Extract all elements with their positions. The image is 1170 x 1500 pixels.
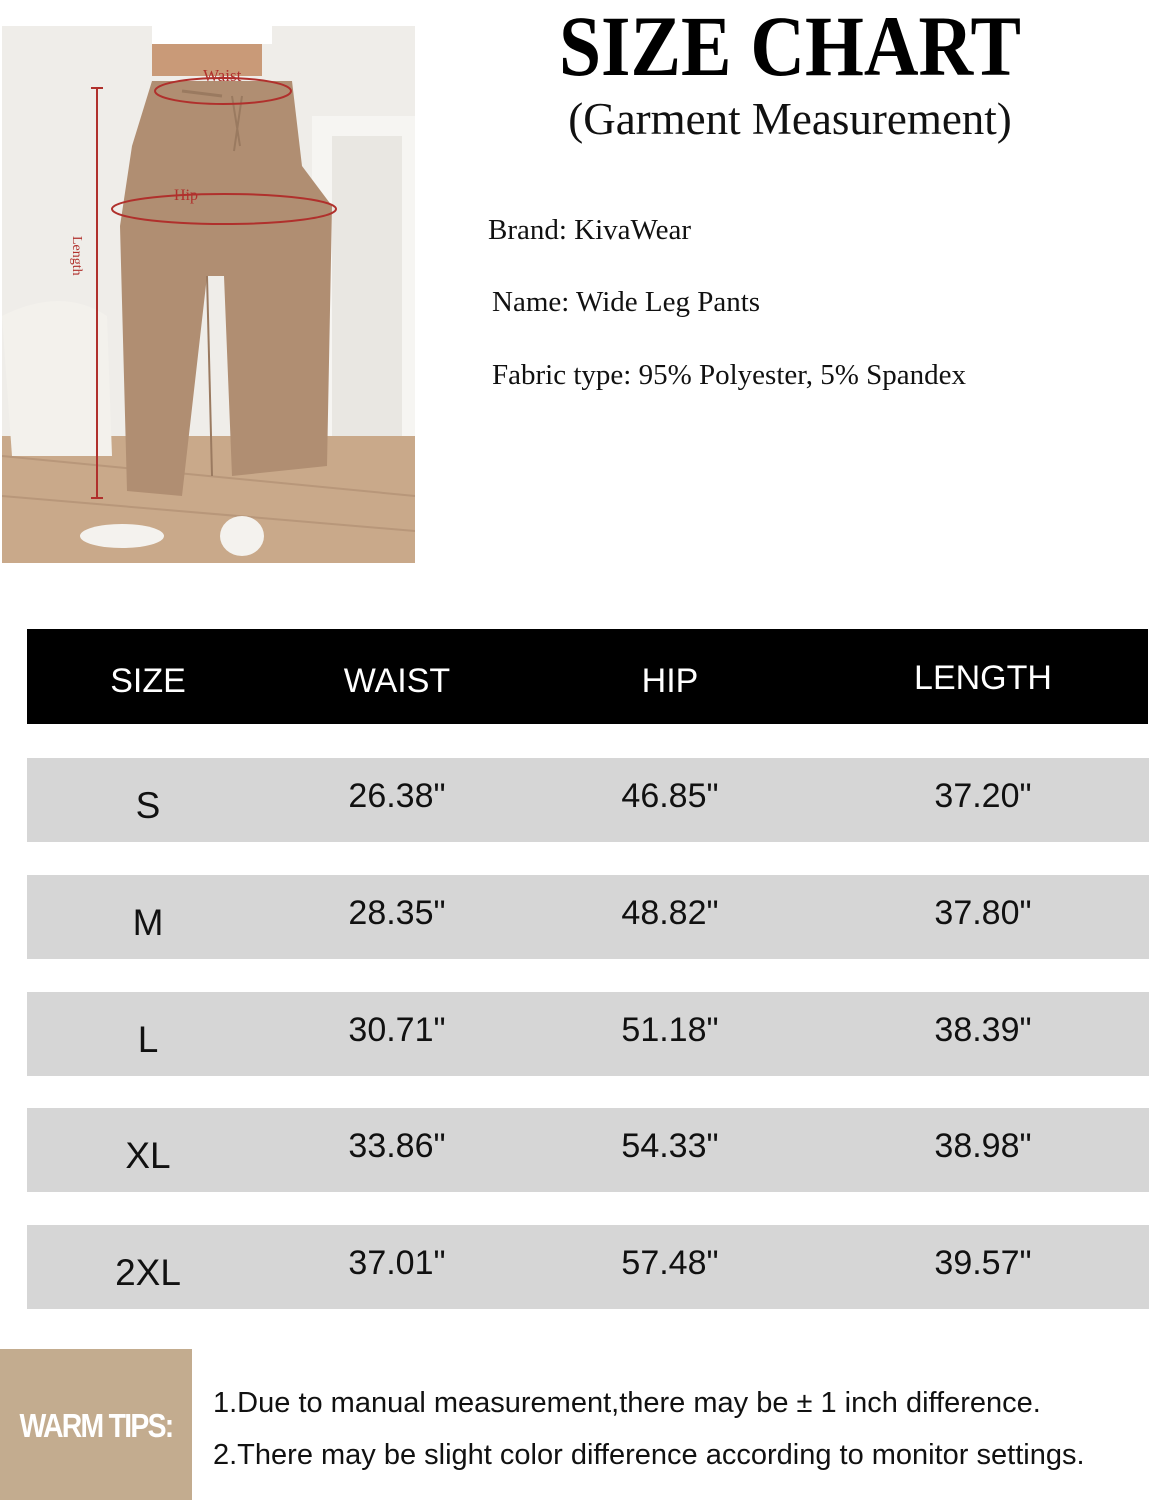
cell-size: L (137, 1019, 159, 1060)
table-row (27, 875, 1149, 959)
cell-length: 38.98" (934, 1127, 1032, 1165)
cell-waist: 30.71" (348, 1011, 446, 1049)
size-table-header (27, 629, 1148, 724)
cell-waist: 33.86" (348, 1127, 446, 1165)
tip-item: 1.Due to manual measurement,there may be ± 1 inch difference. (213, 1387, 1041, 1419)
cell-waist: 37.01" (348, 1244, 446, 1282)
cell-waist: 28.35" (348, 894, 446, 932)
table-row (27, 1225, 1149, 1309)
table-row (27, 992, 1149, 1076)
table-row (27, 1108, 1149, 1192)
cell-size: 2XL (115, 1252, 181, 1293)
cell-length: 37.20" (934, 777, 1032, 815)
page-title: SIZE CHART (558, 0, 1022, 94)
cell-size: S (135, 785, 161, 826)
length-measure-label: Length (69, 236, 84, 276)
cell-hip: 51.18" (621, 1011, 719, 1049)
cell-hip: 46.85" (621, 777, 719, 815)
header-waist: WAIST (343, 662, 451, 700)
product-name-text: Name: Wide Leg Pants (492, 286, 761, 318)
cell-size: M (132, 902, 164, 943)
warm-tips-label: WARM TIPS: (19, 1407, 173, 1444)
table-row (27, 758, 1149, 842)
cell-hip: 54.33" (621, 1127, 719, 1165)
fabric-text: Fabric type: 95% Polyester, 5% Spandex (492, 359, 967, 391)
waist-measure-label: Waist (203, 66, 242, 85)
cell-size: XL (125, 1135, 171, 1176)
cell-length: 39.57" (934, 1244, 1032, 1282)
cell-hip: 57.48" (621, 1244, 719, 1282)
cell-length: 38.39" (934, 1011, 1032, 1049)
product-photo (2, 26, 415, 563)
cell-waist: 26.38" (348, 777, 446, 815)
cell-hip: 48.82" (621, 894, 719, 932)
warm-tips-badge (0, 1349, 192, 1500)
cell-length: 37.80" (934, 894, 1032, 932)
hip-measure-label: Hip (174, 187, 198, 204)
page-subtitle: (Garment Measurement) (568, 94, 1012, 144)
header-length: LENGTH (914, 659, 1052, 697)
header-hip: HIP (641, 662, 699, 700)
brand-text: Brand: KivaWear (488, 214, 691, 246)
pants-illustration (2, 26, 415, 563)
header-size: SIZE (110, 662, 186, 700)
tip-item: 2.There may be slight color difference according to monitor settings. (213, 1439, 1085, 1471)
